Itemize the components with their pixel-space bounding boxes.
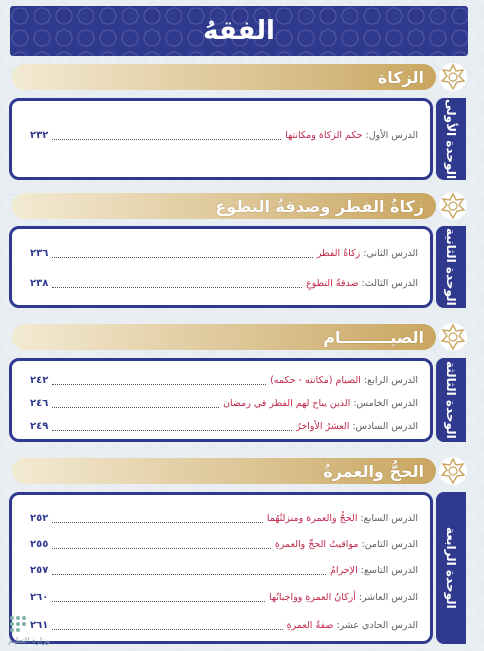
unit-band-1	[12, 64, 436, 90]
lesson-label: الدرس التاسع:	[360, 564, 418, 576]
unit-tab-label: الوحدة الأولى	[444, 98, 458, 180]
leader-dots	[52, 566, 326, 575]
lesson-row[interactable]	[30, 590, 418, 604]
lesson-page: ٢٦٠	[30, 591, 49, 603]
ornament-icon	[438, 191, 468, 221]
leader-dots	[52, 422, 292, 431]
lesson-label: الدرس الحادي عشر:	[336, 619, 418, 631]
unit-card-1	[9, 98, 433, 180]
unit-band-3	[12, 324, 436, 350]
unit-tab-label: الوحدة الرابعة	[444, 527, 458, 609]
lesson-page: ٢٣٦	[30, 247, 49, 259]
lesson-row[interactable]	[30, 373, 418, 387]
lesson-label: الدرس العاشر:	[358, 591, 418, 603]
unit-band-title: الزكاة	[377, 67, 424, 87]
lesson-title: زكاةُ الفطر	[316, 247, 361, 259]
page-header	[10, 6, 468, 56]
unit-band-2	[12, 193, 436, 219]
ministry-logo-text: وزارة التعليم	[8, 636, 50, 645]
lesson-page: ٢٣٨	[30, 277, 49, 289]
lesson-label: الدرس الأول:	[365, 129, 418, 141]
lesson-label: الدرس السادس:	[352, 420, 418, 432]
unit-band-title: الحجُّ والعمرةُ	[323, 461, 424, 481]
lesson-row[interactable]	[30, 618, 418, 632]
unit-band-title: الصيـــــــــام	[323, 327, 424, 347]
lesson-label: الدرس السابع:	[360, 512, 418, 524]
lesson-title: الحجُّ والعمرة ومنزلتُهُما	[266, 512, 358, 524]
lesson-title: مواقيتُ الحجِّ والعمرةِ	[274, 538, 359, 550]
unit-band-4	[12, 458, 436, 484]
leader-dots	[52, 593, 265, 602]
unit-tab-2	[436, 226, 466, 308]
lesson-title: العشرُ الأواخرُ	[296, 420, 350, 432]
lesson-page: ٢٣٢	[30, 129, 49, 141]
lesson-title: صدقةُ التطوعِ	[306, 277, 359, 289]
unit-card-2	[9, 226, 433, 308]
unit-tab-label: الوحدة الثانية	[444, 228, 458, 306]
lesson-label: الدرس الخامس:	[353, 397, 418, 409]
lesson-row[interactable]	[30, 128, 418, 142]
lesson-page: ٢٤٩	[30, 420, 49, 432]
unit-card-4	[9, 492, 433, 644]
unit-tab-3	[436, 358, 466, 442]
leader-dots	[52, 249, 313, 258]
lesson-title: أركانُ العمرةِ وواجباتُها	[269, 591, 356, 603]
lesson-label: الدرس الثالث:	[361, 277, 418, 289]
leader-dots	[52, 131, 281, 140]
lesson-page: ٢٥٢	[30, 512, 49, 524]
lesson-label: الدرس الثامن:	[361, 538, 418, 550]
lesson-page: ٢٥٧	[30, 564, 49, 576]
lesson-row[interactable]	[30, 276, 418, 290]
leader-dots	[52, 279, 302, 288]
lesson-label: الدرس الرابع:	[363, 374, 418, 386]
unit-tab-label: الوحدة الثالثة	[444, 361, 458, 439]
leader-dots	[52, 399, 219, 408]
page-title: الفقهُ	[203, 16, 275, 46]
lesson-title: صفةُ العمرةِ	[286, 619, 334, 631]
unit-tab-1	[436, 98, 466, 180]
ornament-icon	[438, 456, 468, 486]
leader-dots	[52, 540, 271, 549]
lesson-row[interactable]	[30, 246, 418, 260]
lesson-label: الدرس الثاني:	[363, 247, 418, 259]
leader-dots	[52, 376, 266, 385]
unit-tab-4	[436, 492, 466, 644]
lesson-title: الذين يباح لهم الفطر في رمضان	[223, 397, 351, 409]
lesson-row[interactable]	[30, 563, 418, 577]
lesson-row[interactable]	[30, 419, 418, 433]
ornament-icon	[438, 322, 468, 352]
leader-dots	[52, 514, 263, 523]
lesson-row[interactable]	[30, 511, 418, 525]
unit-band-title: زكاةُ الفطر وصدقةُ التطوع	[215, 196, 424, 216]
lesson-title: الإحرامُ	[330, 564, 358, 576]
leader-dots	[52, 621, 282, 630]
lesson-title: حكم الزكاة ومكانتها	[285, 129, 363, 141]
lesson-page: ٢٦١	[30, 619, 49, 631]
unit-card-3	[9, 358, 433, 442]
lesson-page: ٢٤٢	[30, 374, 49, 386]
lesson-title: الصيام (مكانته - حكمه)	[270, 374, 361, 386]
lesson-page: ٢٤٦	[30, 397, 49, 409]
lesson-row[interactable]	[30, 396, 418, 410]
lesson-row[interactable]	[30, 537, 418, 551]
lesson-page: ٢٥٥	[30, 538, 49, 550]
ornament-icon	[438, 62, 468, 92]
